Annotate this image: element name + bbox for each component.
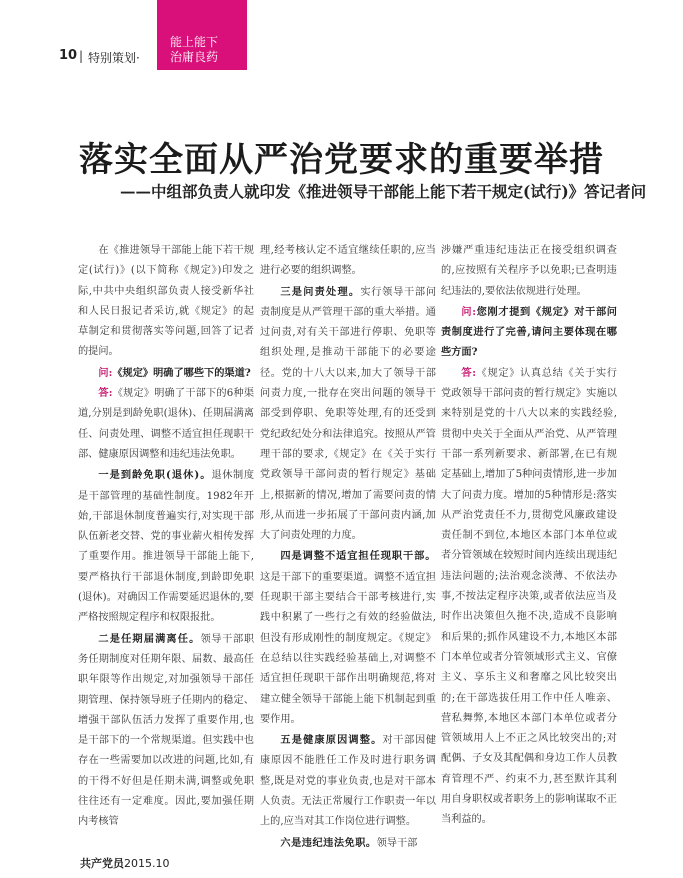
section-label: 特别策划· xyxy=(88,51,140,65)
section-tab-line1: 能上能下 xyxy=(170,35,219,49)
answer-2 xyxy=(441,363,617,831)
question-text: 您刚才提到《规定》对干部问责制度进行了完善,请问主要体现在哪些方面? xyxy=(441,305,617,359)
question-marker: 问: xyxy=(98,366,113,379)
paragraph-health xyxy=(260,730,436,832)
answer-1 xyxy=(78,383,254,465)
question-marker: 问: xyxy=(461,305,476,318)
paragraph-retirement xyxy=(78,465,254,628)
paragraph-unsuitable xyxy=(260,546,436,730)
answer-marker: 答: xyxy=(98,387,113,400)
article-subtitle: ——中组部负责人就印发《推进领导干部能上能下若干规定(试行)》答记者问 xyxy=(120,182,647,201)
paragraph-text: 领导干部职务任期制度对任期年限、届数、最高任职年限等作出规定,对加强领导干部任期管理、保持领导班子任期内的稳定、增强干部队伍活力发挥了重要作用,也是干部下的一个常规渠道。但实践中也存在一些需要加以改进的问题,比如,有的干得不好但是任期未满,调整或免职往往还有一定难度。因此,要加强任期内考核管 xyxy=(78,633,255,828)
article-title: 落实全面从严治党要求的重要举措 xyxy=(79,140,604,180)
paragraph-text: 领导干部 xyxy=(376,837,418,849)
intro-paragraph: 在《推进领导干部能上能下若干规定(试行)》(以下简称《规定》)印发之际,中共中央组织部负责人接受新华社和人民日报记者采访,就《规定》的起草制定和贯彻落实等问题,回答了记者的提问。 xyxy=(78,245,254,358)
paragraph-accountability xyxy=(260,282,436,547)
magazine-logo: 共产党员 xyxy=(80,857,124,870)
paragraph-text: 退休制度是干部管理的基础性制度。1982年开始,干部退休制度普遍实行,对实现干部队伍新老交替、党的事业薪火相传发挥了重要作用。推进领导干部能上能下,要严格执行干部退休制度,到龄即免职(退休)。对确因工作需要延迟退休的,要严格按照规定程序和权限报批。 xyxy=(78,470,255,624)
subheading: 四是调整不适宜担任现职干部。 xyxy=(280,550,436,563)
paragraph-text: 实行领导干部问责制度是从严管理干部的重大举措。通过问责,对有关干部进行停职、免职等组织处理,是推动干部能下的必要途径。党的十八大以来,加大了领导干部问责力度,一批存在突出问题的领导干部受到停职、免职等处理,有的还受到党纪政纪处分和法律追究。按照从严管理干部的要求,《规定》在《关于实行党政领导干部问责的暂行规定》基础上,根据新的情况,增加了需要问责的情形,从而进一步拓展了干部问责内涵,加大了问责处理的力度。 xyxy=(260,286,437,542)
magazine-footer xyxy=(80,855,170,871)
answer-text: 《规定》认真总结《关于实行党政领导干部问责的暂行规定》实施以来特别是党的十八大以来的实践经验,贯彻中央关于全面从严治党、从严管理干部一系列新要求、新部署,在已有规定基础上,增加了5种问责情形,进一步加大了问责力度。增加的5种情形是:落实从严治党责任不力,贯彻党风廉政建设责任制不到位,本地区本部门本单位或者分管领域在较短时间内连续出现违纪违法问题的;法治观念淡薄、不依法办事,不按法定程序决策,或者依法应当及时作出决策但久拖不决,造成不良影响和后果的;抓作风建设不力,本地区本部门本单位或者分管领域形式主义、官僚主义、享乐主义和奢靡之风比较突出的;在干部选拔任用工作中任人唯亲、营私舞弊,本地区本部门本单位或者分管领域用人上不正之风比较突出的;对配偶、子女及其配偶和身边工作人员教育管理不严、约束不力,甚至默许其利用自身职权或者职务上的影响谋取不正当利益的。 xyxy=(441,367,617,826)
issue-date: 2015.10 xyxy=(124,857,170,870)
subheading: 六是违纪违法免职。 xyxy=(280,836,377,849)
section-tab-line2: 治庸良药 xyxy=(170,50,219,64)
subheading: 一是到龄免职(退休)。 xyxy=(98,469,212,482)
section-tab xyxy=(157,0,247,70)
header-separator: | xyxy=(79,49,84,63)
continued-paragraph: 涉嫌严重违纪违法正在接受组织调查的,应按照有关程序予以免职;已查明违纪违法的,要依法依规进行处理。 xyxy=(441,245,617,297)
subheading: 二是任期届满离任。 xyxy=(98,632,201,645)
subheading: 五是健康原因调整。 xyxy=(280,734,383,747)
question-1 xyxy=(78,363,254,383)
answer-text: 《规定》明确了干部下的6种渠道,分别是到龄免职(退休)、任期届满离任、问责处理、调整不适宜担任现职干部、健康原因调整和违纪违法免职。 xyxy=(78,388,255,460)
paragraph-text: 对干部因健康原因不能胜任工作及时进行职务调整,既是对党的事业负责,也是对干部本人负责。无法正常履行工作职责一年以上的,应当对其工作岗位进行调整。 xyxy=(260,735,437,828)
paragraph-text: 这是干部下的重要渠道。调整不适宜担任现职干部主要结合干部考核进行,实践中积累了一些行之有效的经验做法,但没有形成刚性的制度规定。《规定》在总结以往实践经验基础上,对调整不适宜担任现职干部作出明确规范,将对建立健全领导干部能上能下机制起到重要作用。 xyxy=(260,571,436,725)
question-2 xyxy=(441,302,617,363)
question-text: 《规定》明确了哪些下的渠道? xyxy=(112,366,251,379)
page-number: 10 xyxy=(59,48,78,63)
answer-marker: 答: xyxy=(461,366,476,379)
text-column-3 xyxy=(441,241,617,831)
text-column-2 xyxy=(260,241,436,854)
paragraph-term-expiry xyxy=(78,629,254,833)
subheading: 三是问责处理。 xyxy=(280,285,361,298)
paragraph-violation xyxy=(260,833,436,854)
text-column-1 xyxy=(78,241,254,833)
continued-paragraph: 理,经考核认定不适宜继续任职的,应当进行必要的组织调整。 xyxy=(260,245,436,277)
